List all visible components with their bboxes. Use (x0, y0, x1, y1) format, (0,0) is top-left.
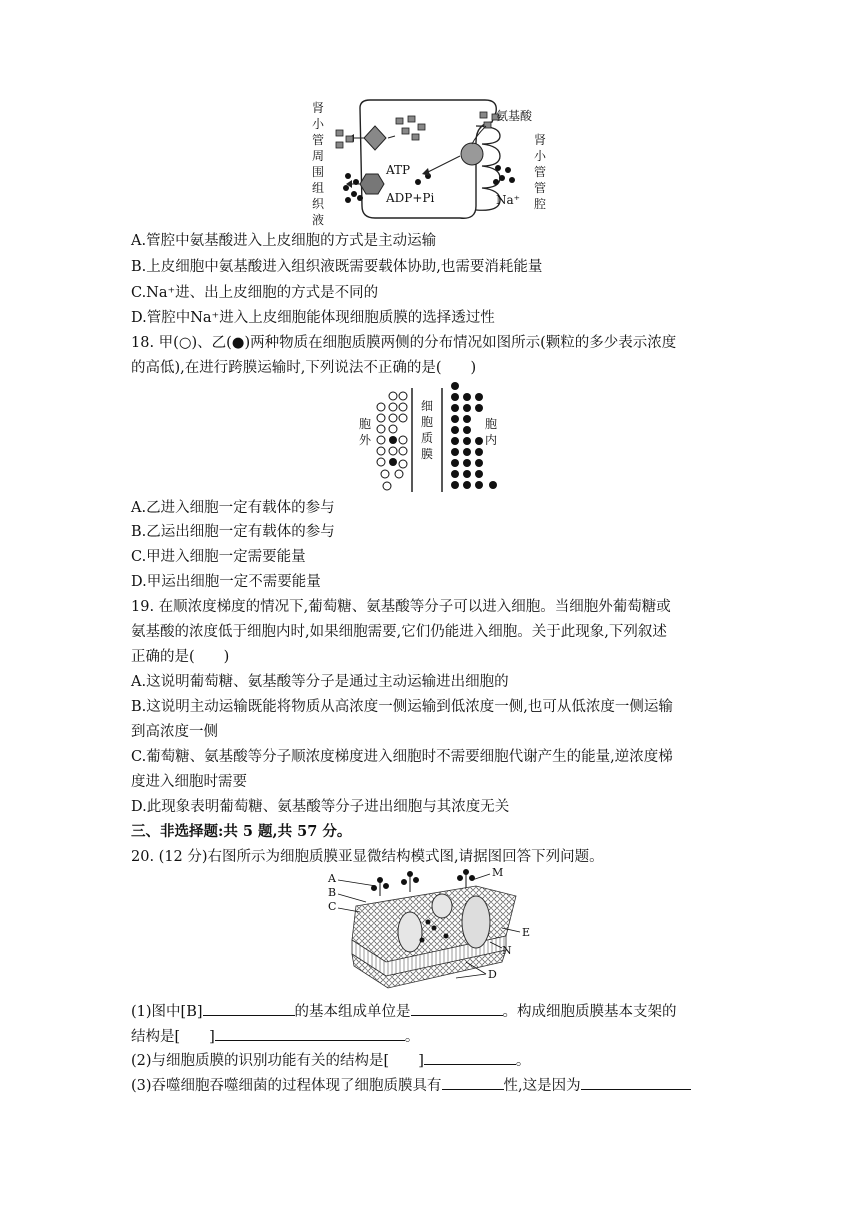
q19-option-b-line1: B.这说明主动运输既能将物质从高浓度一侧运输到低浓度一侧,也可从低浓度一侧运输 (131, 699, 673, 715)
membrane-label-0: 细 (421, 399, 434, 413)
section-heading: 三、非选择题:共 5 题,共 57 分。 (131, 823, 352, 840)
label-a: A (328, 872, 336, 885)
answer-blank-recognition[interactable] (424, 1050, 516, 1065)
right-label-3: 管 (534, 181, 547, 195)
q20-p1-line2-end: 。 (404, 1029, 420, 1045)
q19-stem-line3: 正确的是( ) (131, 649, 230, 665)
left-label-6: 织 (312, 197, 325, 211)
q20-p3-prefix: (3)吞噬细胞吞噬细菌的过程体现了细胞质膜具有 (131, 1078, 442, 1094)
left-label-7: 液 (312, 213, 325, 227)
q17-option-a: A.管腔中氨基酸进入上皮细胞的方式是主动运输 (131, 233, 437, 249)
answer-blank-reason[interactable] (581, 1075, 691, 1090)
outside-label-1: 外 (359, 433, 372, 447)
label-b: B (328, 886, 337, 899)
q20-p1-mid: 的基本组成单位是 (294, 1004, 411, 1020)
right-label-0: 肾 (534, 133, 547, 147)
q20-p1-prefix: (1)图中[B] (131, 1004, 203, 1020)
q18-stem-line1: 18. 甲(○)、乙(●)两种物质在细胞质膜两侧的分布情况如图所示(颗粒的多少表示浓度 (131, 335, 677, 351)
label-d: D (488, 968, 497, 981)
q17-option-c: C.Na⁺进、出上皮细胞的方式是不同的 (131, 285, 379, 301)
membrane-label-3: 膜 (421, 447, 434, 461)
kidney-tubule-diagram (300, 96, 560, 230)
q20-stem: 20. (12 分)右图所示为细胞质膜亚显微结构模式图,请据图回答下列问题。 (131, 849, 604, 865)
q20-part3 (131, 1075, 691, 1096)
answer-blank-unit[interactable] (411, 1001, 503, 1016)
q20-part2 (131, 1050, 530, 1071)
adp-label: ADP+Pi (386, 191, 435, 205)
q18-option-c: C.甲进入细胞一定需要能量 (131, 549, 306, 565)
label-n: N (502, 944, 512, 957)
q19-option-c-line1: C.葡萄糖、氨基酸等分子顺浓度梯度进入细胞时不需要细胞代谢产生的能量,逆浓度梯 (131, 749, 673, 765)
q20-p2-prefix: (2)与细胞质膜的识别功能有关的结构是[ ] (131, 1053, 424, 1069)
answer-blank-scaffold[interactable] (215, 1026, 405, 1041)
membrane-label-1: 胞 (421, 415, 434, 429)
outside-label-0: 胞 (359, 417, 372, 431)
na-label: Na⁺ (496, 193, 520, 207)
q19-option-c-line2: 度进入细胞时需要 (131, 774, 247, 790)
answer-blank-property[interactable] (442, 1075, 504, 1090)
q19-option-b-line2: 到高浓度一侧 (131, 724, 218, 740)
membrane-distribution-figure (355, 380, 505, 494)
membrane-structure-diagram (326, 866, 532, 1000)
membrane-label-2: 质 (421, 431, 434, 445)
left-label-4: 围 (312, 165, 325, 179)
kidney-tubule-figure (300, 96, 560, 230)
q18-option-a: A.乙进入细胞一定有载体的参与 (131, 500, 335, 516)
amino-acid-label: 氨基酸 (496, 109, 533, 123)
q19-stem-line2: 氨基酸的浓度低于细胞内时,如果细胞需要,它们仍能进入细胞。关于此现象,下列叙述 (131, 624, 667, 640)
q20-part1-line2 (131, 1026, 419, 1047)
left-label-5: 组 (312, 181, 325, 195)
inside-label-1: 内 (485, 433, 498, 447)
membrane-distribution-diagram (355, 380, 505, 494)
q18-option-d: D.甲运出细胞一定不需要能量 (131, 574, 321, 590)
label-c: C (328, 900, 337, 913)
label-e: E (522, 926, 531, 939)
q18-stem-line2: 的高低),在进行跨膜运输时,下列说法不正确的是( ) (131, 360, 477, 376)
q20-p3-mid: 性,这是因为 (503, 1078, 581, 1094)
q19-stem-line1: 19. 在顺浓度梯度的情况下,葡萄糖、氨基酸等分子可以进入细胞。当细胞外葡萄糖或 (131, 599, 671, 615)
right-label-1: 小 (534, 149, 547, 163)
left-label-0: 肾 (312, 101, 325, 115)
inside-label-0: 胞 (485, 417, 498, 431)
q18-option-b: B.乙运出细胞一定有载体的参与 (131, 524, 335, 540)
answer-blank-b-name[interactable] (203, 1001, 295, 1016)
q19-option-d: D.此现象表明葡萄糖、氨基酸等分子进出细胞与其浓度无关 (131, 799, 510, 815)
right-label-4: 腔 (534, 197, 547, 211)
q20-p2-end: 。 (515, 1053, 531, 1069)
q20-p1-tail: 。构成细胞质膜基本支架的 (502, 1004, 677, 1020)
q19-option-a: A.这说明葡萄糖、氨基酸等分子是通过主动运输进出细胞的 (131, 674, 509, 690)
membrane-structure-figure (326, 866, 532, 1000)
right-label-2: 管 (534, 165, 547, 179)
q17-option-d: D.管腔中Na⁺进入上皮细胞能体现细胞质膜的选择透过性 (131, 310, 495, 326)
q20-part1-line1 (131, 1001, 677, 1022)
q17-option-b: B.上皮细胞中氨基酸进入组织液既需要载体协助,也需要消耗能量 (131, 259, 543, 275)
left-label-2: 管 (312, 133, 325, 147)
atp-label: ATP (386, 163, 411, 177)
left-label-1: 小 (312, 117, 325, 131)
left-label-3: 周 (312, 149, 325, 163)
q20-p1-line2-prefix: 结构是[ ] (131, 1029, 215, 1045)
label-m: M (492, 866, 504, 879)
